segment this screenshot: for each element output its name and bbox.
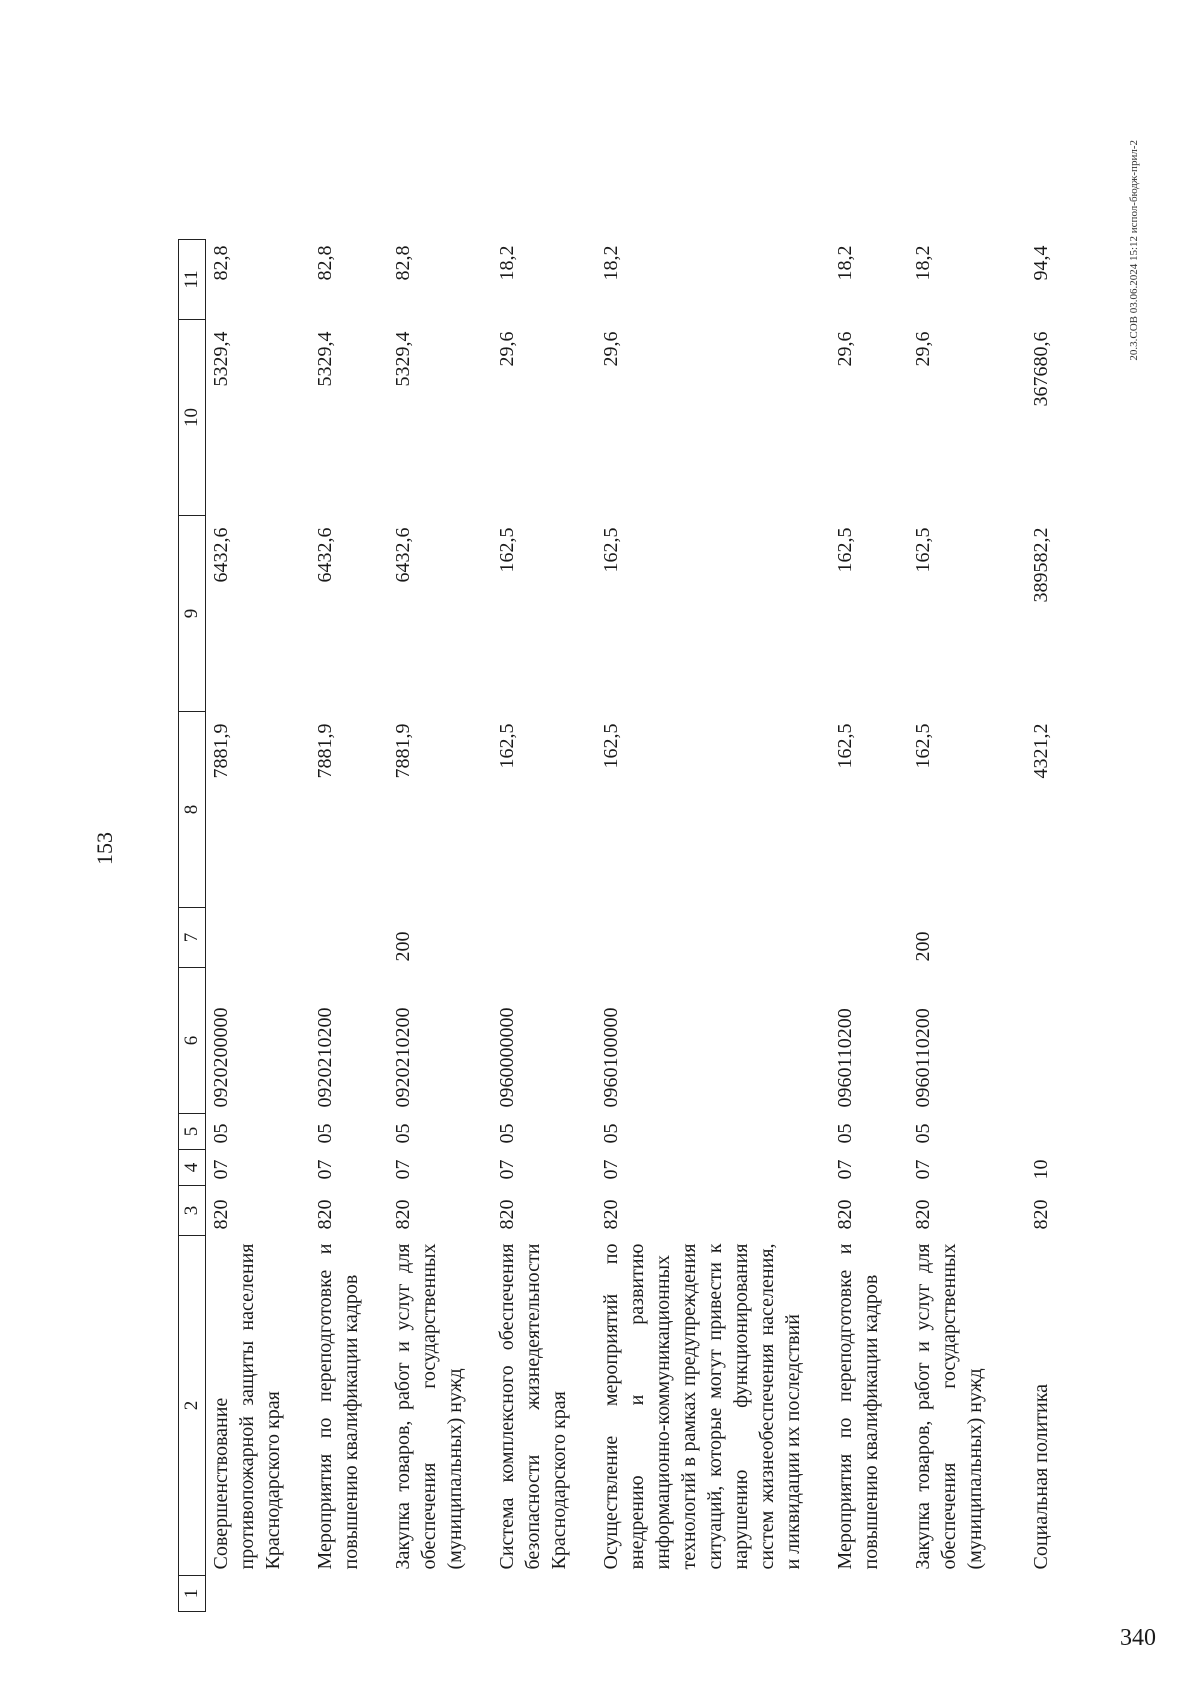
cell-col6 <box>1014 968 1064 1114</box>
cell-col10: 367680,6 <box>1030 331 1052 407</box>
cell-col9: 6432,6 <box>210 527 232 583</box>
cell-name: Система комплексного обеспечения безопасности жизнедеятельности Краснодарского края <box>496 1243 570 1570</box>
col-header-11: 11 <box>179 240 206 320</box>
cell-name: Мероприятия по переподготовке и повышению квалификации кадров <box>314 1243 362 1570</box>
cell-col11: 18,2 <box>600 245 622 281</box>
col-header-2: 2 <box>179 1236 206 1576</box>
cell-col1 <box>1014 1576 1064 1612</box>
cell-col4: 07 <box>314 1159 336 1180</box>
cell-col7 <box>494 908 598 968</box>
cell-col3: 820 <box>496 1199 518 1230</box>
cell-col1 <box>832 1576 910 1612</box>
cell-col6: 0960110200 <box>912 1008 934 1108</box>
cell-col11: 18,2 <box>912 245 934 281</box>
cell-col4: 07 <box>834 1159 856 1180</box>
cell-col4: 07 <box>496 1159 518 1180</box>
cell-col5: 05 <box>912 1123 934 1144</box>
cell-col10: 5329,4 <box>314 331 336 387</box>
cell-col6: 0960110200 <box>834 1008 856 1108</box>
cell-col1 <box>390 1576 494 1612</box>
cell-col4: 07 <box>600 1159 622 1180</box>
cell-col5: 05 <box>314 1123 336 1144</box>
cell-col7: 200 <box>912 931 934 962</box>
cell-col11: 82,8 <box>314 245 336 281</box>
cell-col1 <box>598 1576 832 1612</box>
col-header-5: 5 <box>179 1114 206 1150</box>
cell-col5: 05 <box>496 1123 518 1144</box>
cell-col1 <box>910 1576 1014 1612</box>
cell-col8: 7881,9 <box>210 723 232 779</box>
cell-col4: 07 <box>912 1159 934 1180</box>
cell-col6: 0960100000 <box>600 1007 622 1108</box>
cell-col10: 29,6 <box>496 331 518 367</box>
cell-col6: 0920210200 <box>314 1007 336 1108</box>
cell-col8: 162,5 <box>834 723 856 769</box>
cell-col8: 162,5 <box>600 723 622 769</box>
cell-col10: 29,6 <box>912 331 934 367</box>
cell-col7 <box>832 908 910 968</box>
cell-col4: 07 <box>392 1159 414 1180</box>
cell-col10: 29,6 <box>600 331 622 367</box>
col-header-4: 4 <box>179 1150 206 1186</box>
table-row <box>598 240 832 1612</box>
col-header-8: 8 <box>179 712 206 908</box>
cell-col1 <box>494 1576 598 1612</box>
col-header-7: 7 <box>179 908 206 968</box>
cell-col11: 18,2 <box>496 245 518 281</box>
cell-col5: 05 <box>210 1123 232 1144</box>
cell-col3: 820 <box>314 1199 336 1230</box>
cell-name: Социальная политика <box>1030 1383 1052 1570</box>
cell-col7 <box>1014 908 1064 968</box>
col-header-3: 3 <box>179 1186 206 1236</box>
cell-col4: 10 <box>1030 1159 1052 1180</box>
cell-col3: 820 <box>912 1199 934 1230</box>
cell-col10: 5329,4 <box>392 331 414 387</box>
table-row <box>1014 240 1064 1612</box>
cell-col9: 162,5 <box>834 527 856 573</box>
cell-col3: 820 <box>210 1199 232 1230</box>
cell-col8: 162,5 <box>912 723 934 769</box>
cell-col11: 82,8 <box>210 245 232 281</box>
cell-col9: 162,5 <box>496 527 518 573</box>
cell-col8: 4321,2 <box>1030 723 1052 779</box>
cell-col3: 820 <box>834 1199 856 1230</box>
cell-col11: 94,4 <box>1030 245 1052 281</box>
cell-name: Закупка товаров, работ и услуг для обеспечения государственных (муниципальных) нужд <box>912 1243 986 1570</box>
footer-stamp: 20.3.СОВ 03.06.2024 15:12 испол-бюдж-прил-2 <box>1128 140 1140 361</box>
cell-col9: 6432,6 <box>314 527 336 583</box>
col-header-10: 10 <box>179 320 206 516</box>
col-header-9: 9 <box>179 516 206 712</box>
cell-name: Осуществление мероприятий по внедрению и развитию информационно-коммуникационных технологий в рамках предупреждения ситуаций, которые могут привести к нарушению функционирования систем жизнеобеспечения населения, и ликвидации их последствий <box>600 1243 804 1570</box>
cell-col7 <box>312 908 390 968</box>
table-row <box>832 240 910 1612</box>
cell-col8: 7881,9 <box>392 723 414 779</box>
cell-col9: 6432,6 <box>392 527 414 583</box>
cell-name: Мероприятия по переподготовке и повышению квалификации кадров <box>834 1243 882 1570</box>
cell-name: Закупка товаров, работ и услуг для обеспечения государственных (муниципальных) нужд <box>392 1243 466 1570</box>
header-row <box>179 240 206 1612</box>
page-number: 153 <box>92 832 117 865</box>
cell-col8: 162,5 <box>496 723 518 769</box>
cell-col6: 0920210200 <box>392 1007 414 1108</box>
table-row <box>312 240 390 1612</box>
cell-col10: 5329,4 <box>210 331 232 387</box>
col-header-6: 6 <box>179 968 206 1114</box>
col-header-1: 1 <box>179 1576 206 1612</box>
cell-col5 <box>1014 1114 1064 1150</box>
table-row <box>910 240 1014 1612</box>
sheet-number: 340 <box>1120 1625 1156 1651</box>
cell-col5: 05 <box>392 1123 414 1144</box>
cell-name: Совершенствование противопожарной защиты населения Краснодарского края <box>210 1243 284 1570</box>
cell-col4: 07 <box>210 1159 232 1180</box>
cell-col5: 05 <box>600 1123 622 1144</box>
cell-col7: 200 <box>392 931 414 962</box>
budget-table <box>178 239 1064 1612</box>
cell-col9: 389582,2 <box>1030 527 1052 603</box>
table-row <box>494 240 598 1612</box>
cell-col11: 82,8 <box>392 245 414 281</box>
cell-col6: 0920200000 <box>210 1007 232 1108</box>
cell-col5: 05 <box>834 1123 856 1144</box>
cell-col3: 820 <box>600 1199 622 1230</box>
cell-col7 <box>598 908 832 968</box>
cell-col1 <box>206 1576 313 1612</box>
table-row <box>206 240 313 1612</box>
cell-col8: 7881,9 <box>314 723 336 779</box>
cell-col3: 820 <box>1030 1199 1052 1230</box>
cell-col1 <box>312 1576 390 1612</box>
cell-col7 <box>206 908 313 968</box>
cell-col9: 162,5 <box>600 527 622 573</box>
cell-col6: 0960000000 <box>496 1007 518 1108</box>
table-row <box>390 240 494 1612</box>
cell-col3: 820 <box>392 1199 414 1230</box>
cell-col10: 29,6 <box>834 331 856 367</box>
cell-col11: 18,2 <box>834 245 856 281</box>
cell-col9: 162,5 <box>912 527 934 573</box>
